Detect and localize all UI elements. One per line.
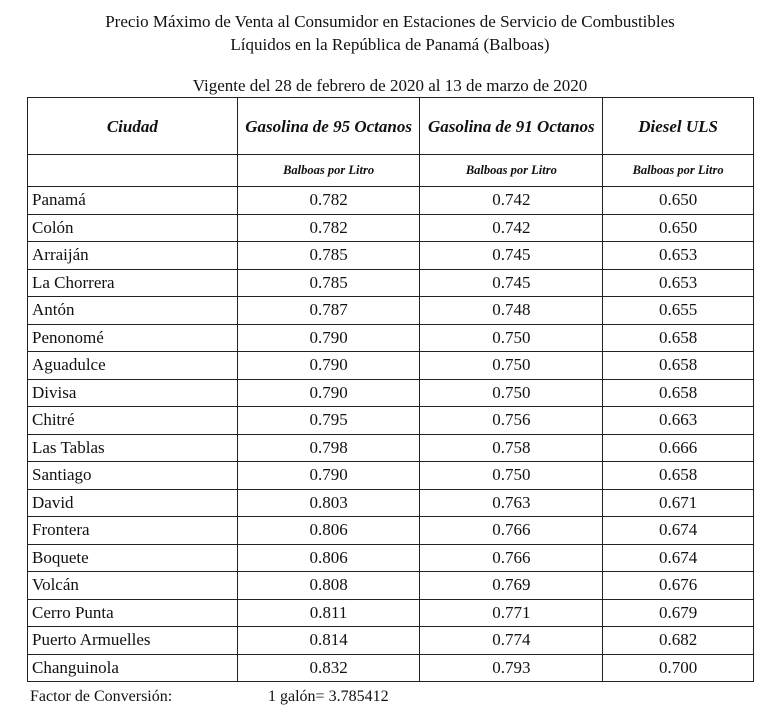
cell-city: Frontera xyxy=(28,517,238,545)
cell-gas95: 0.782 xyxy=(237,187,420,215)
table-row xyxy=(28,214,754,242)
cell-diesel: 0.655 xyxy=(603,297,754,325)
cell-gas95: 0.790 xyxy=(237,352,420,380)
cell-gas95: 0.782 xyxy=(237,214,420,242)
cell-gas91: 0.745 xyxy=(420,242,603,270)
cell-gas91: 0.742 xyxy=(420,187,603,215)
unit-empty xyxy=(28,155,238,187)
cell-diesel: 0.653 xyxy=(603,242,754,270)
cell-gas91: 0.750 xyxy=(420,352,603,380)
cell-diesel: 0.671 xyxy=(603,489,754,517)
cell-city: La Chorrera xyxy=(28,269,238,297)
cell-gas95: 0.798 xyxy=(237,434,420,462)
unit-label: Balboas por Litro xyxy=(420,155,603,187)
table-row xyxy=(28,379,754,407)
cell-gas91: 0.766 xyxy=(420,544,603,572)
cell-gas95: 0.808 xyxy=(237,572,420,600)
table-row xyxy=(28,544,754,572)
cell-gas91: 0.750 xyxy=(420,324,603,352)
unit-label: Balboas por Litro xyxy=(237,155,420,187)
cell-diesel: 0.674 xyxy=(603,517,754,545)
cell-city: Aguadulce xyxy=(28,352,238,380)
cell-diesel: 0.658 xyxy=(603,462,754,490)
table-row xyxy=(28,407,754,435)
cell-gas91: 0.756 xyxy=(420,407,603,435)
cell-city: Arraiján xyxy=(28,242,238,270)
cell-gas91: 0.766 xyxy=(420,517,603,545)
cell-diesel: 0.653 xyxy=(603,269,754,297)
table-row xyxy=(28,297,754,325)
conversion-label: Factor de Conversión: xyxy=(30,688,173,705)
column-header-diesel: Diesel ULS xyxy=(603,98,754,155)
cell-gas91: 0.742 xyxy=(420,214,603,242)
document-title-line-1: Precio Máximo de Venta al Consumidor en Estaciones de Servicio de Combustibles xyxy=(105,12,675,31)
cell-diesel: 0.666 xyxy=(603,434,754,462)
cell-city: Panamá xyxy=(28,187,238,215)
cell-gas95: 0.811 xyxy=(237,599,420,627)
cell-gas95: 0.785 xyxy=(237,269,420,297)
table-row xyxy=(28,572,754,600)
cell-gas95: 0.806 xyxy=(237,544,420,572)
cell-gas91: 0.771 xyxy=(420,599,603,627)
document-title-line-2: Líquidos en la República de Panamá (Balboas) xyxy=(230,35,550,54)
cell-city: Puerto Armuelles xyxy=(28,627,238,655)
cell-city: Antón xyxy=(28,297,238,325)
cell-diesel: 0.682 xyxy=(603,627,754,655)
cell-gas91: 0.750 xyxy=(420,379,603,407)
cell-diesel: 0.674 xyxy=(603,544,754,572)
column-header-gas95: Gasolina de 95 Octanos xyxy=(237,98,420,155)
table-row xyxy=(28,489,754,517)
cell-gas95: 0.787 xyxy=(237,297,420,325)
unit-label: Balboas por Litro xyxy=(603,155,754,187)
cell-gas95: 0.785 xyxy=(237,242,420,270)
table-row xyxy=(28,654,754,682)
cell-gas95: 0.790 xyxy=(237,324,420,352)
cell-gas95: 0.806 xyxy=(237,517,420,545)
cell-gas95: 0.790 xyxy=(237,379,420,407)
table-row xyxy=(28,269,754,297)
cell-city: Changuinola xyxy=(28,654,238,682)
conversion-factor xyxy=(30,688,389,706)
cell-gas95: 0.814 xyxy=(237,627,420,655)
table-row xyxy=(28,434,754,462)
cell-city: Cerro Punta xyxy=(28,599,238,627)
cell-gas91: 0.763 xyxy=(420,489,603,517)
cell-diesel: 0.658 xyxy=(603,324,754,352)
cell-diesel: 0.663 xyxy=(603,407,754,435)
cell-gas95: 0.795 xyxy=(237,407,420,435)
cell-gas91: 0.750 xyxy=(420,462,603,490)
table-row xyxy=(28,462,754,490)
cell-city: Chitré xyxy=(28,407,238,435)
unit-row xyxy=(28,155,754,187)
cell-diesel: 0.676 xyxy=(603,572,754,600)
cell-diesel: 0.700 xyxy=(603,654,754,682)
column-header-city: Ciudad xyxy=(28,98,238,155)
cell-gas95: 0.832 xyxy=(237,654,420,682)
table-row xyxy=(28,187,754,215)
cell-city: Santiago xyxy=(28,462,238,490)
cell-gas91: 0.793 xyxy=(420,654,603,682)
cell-city: Penonomé xyxy=(28,324,238,352)
cell-city: Volcán xyxy=(28,572,238,600)
cell-gas91: 0.769 xyxy=(420,572,603,600)
cell-gas91: 0.745 xyxy=(420,269,603,297)
cell-diesel: 0.658 xyxy=(603,379,754,407)
cell-diesel: 0.650 xyxy=(603,214,754,242)
table-row xyxy=(28,517,754,545)
cell-city: Divisa xyxy=(28,379,238,407)
cell-gas91: 0.748 xyxy=(420,297,603,325)
cell-gas91: 0.758 xyxy=(420,434,603,462)
table-row xyxy=(28,599,754,627)
cell-gas95: 0.790 xyxy=(237,462,420,490)
table-row xyxy=(28,324,754,352)
table-row xyxy=(28,627,754,655)
table-row xyxy=(28,352,754,380)
cell-city: Colón xyxy=(28,214,238,242)
cell-diesel: 0.658 xyxy=(603,352,754,380)
cell-city: Boquete xyxy=(28,544,238,572)
validity-period: Vigente del 28 de febrero de 2020 al 13 de marzo de 2020 xyxy=(192,76,588,95)
fuel-price-table xyxy=(27,97,754,682)
cell-gas91: 0.774 xyxy=(420,627,603,655)
cell-diesel: 0.650 xyxy=(603,187,754,215)
table-row xyxy=(28,242,754,270)
conversion-value: 1 galón= 3.785412 xyxy=(268,688,389,705)
cell-gas95: 0.803 xyxy=(237,489,420,517)
header-row xyxy=(28,98,754,155)
cell-city: David xyxy=(28,489,238,517)
column-header-gas91: Gasolina de 91 Octanos xyxy=(420,98,603,155)
cell-diesel: 0.679 xyxy=(603,599,754,627)
cell-city: Las Tablas xyxy=(28,434,238,462)
